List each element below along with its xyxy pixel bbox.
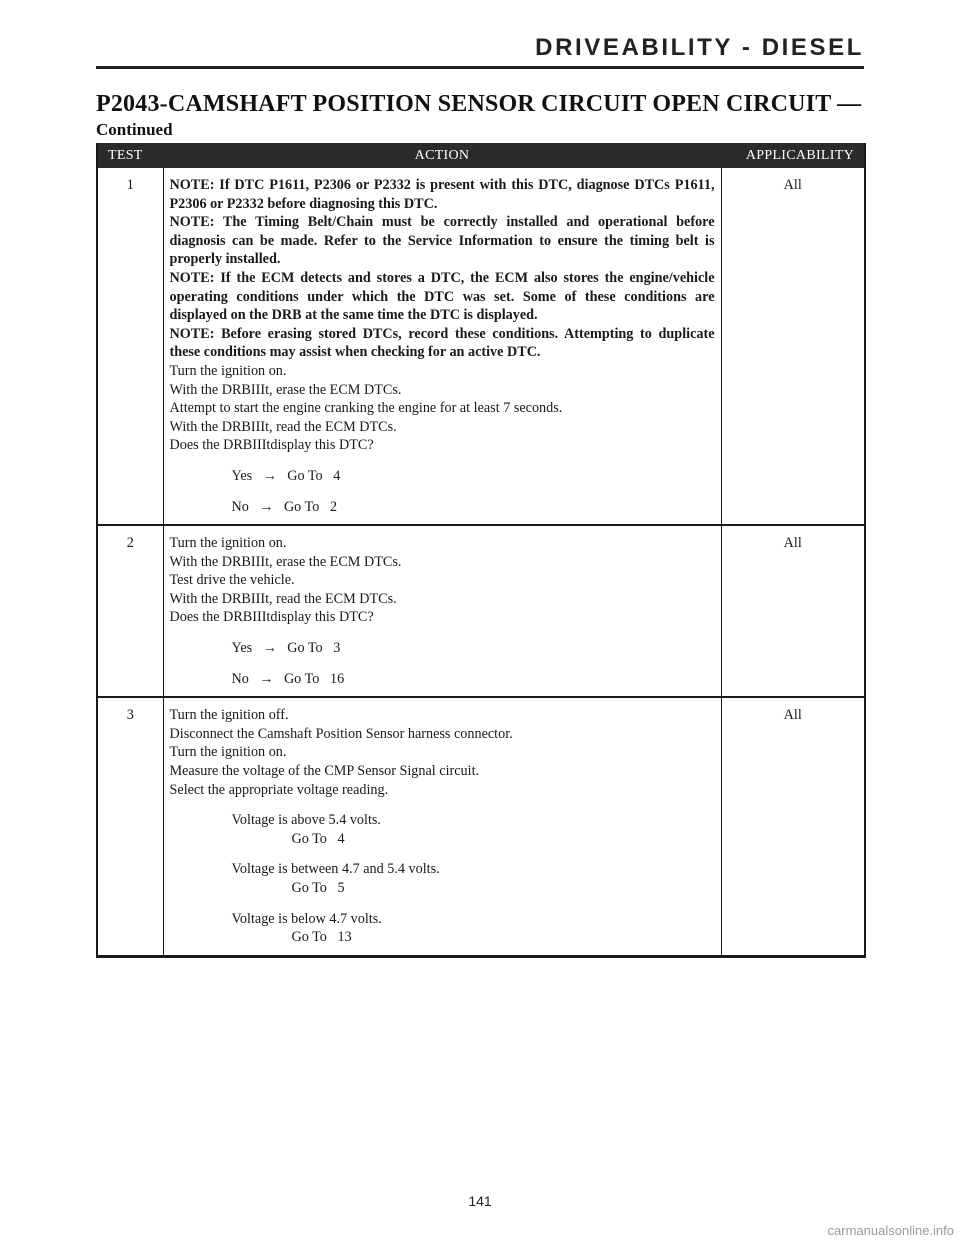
step-text: Attempt to start the engine cranking the engine for at least 7 seconds.: [169, 400, 563, 417]
step-text: Test drive the vehicle.: [169, 572, 295, 589]
table-header-row: [97, 143, 865, 168]
arrow-right-icon: →: [262, 467, 277, 484]
procedure-table: [96, 143, 866, 958]
header-rule: [96, 66, 864, 69]
column-header-action: ACTION: [163, 143, 721, 168]
choice-target: Go To 2: [283, 498, 338, 515]
choice-no: [170, 670, 715, 689]
step-text: Turn the ignition off.: [169, 707, 289, 724]
section-header: DRIVEABILITY - DIESEL: [535, 34, 864, 61]
voltage-target: Go To 13: [291, 929, 352, 946]
page-title: P2043-CAMSHAFT POSITION SENSOR CIRCUIT OPEN CIRCUIT —: [96, 91, 862, 117]
note: NOTE: The Timing Belt/Chain must be correctly installed and operational before diagnosis can be made. Refer to the Service Information to ensure the timing belt is properly installed.: [169, 214, 715, 268]
table-row: [97, 697, 865, 956]
choice-label: No: [231, 670, 249, 687]
applicability-cell: All: [783, 177, 802, 193]
choice-target: Go To 3: [287, 640, 341, 657]
test-number: 3: [97, 697, 163, 956]
step-text: Disconnect the Camshaft Position Sensor harness connector.: [169, 725, 513, 742]
note: NOTE: If DTC P1611, P2306 or P2332 is present with this DTC, diagnose DTCs P1611, P2306 or P2332 before diagnosing this DTC.: [169, 177, 715, 212]
note: NOTE: Before erasing stored DTCs, record these conditions. Attempting to duplicate these conditions may assist when checking for an active DTC.: [169, 325, 715, 361]
note: NOTE: If the ECM detects and stores a DTC, the ECM also stores the engine/vehicle operating conditions under which the DTC was set. Some of these conditions are displayed on the DRB at the same time the DTC is displayed.: [169, 269, 715, 324]
table-row: [97, 168, 865, 525]
table-row: [97, 525, 865, 697]
choice-yes: [170, 639, 715, 658]
applicability-cell: All: [721, 697, 865, 956]
choice-label: Yes: [231, 640, 253, 657]
action-cell: [163, 168, 721, 525]
choice-target: Go To 4: [287, 467, 341, 484]
step-text: Turn the ignition on.: [169, 535, 287, 552]
step-text: With the DRBIIIt, read the ECM DTCs.: [169, 418, 397, 435]
step-text: Turn the ignition on.: [169, 362, 287, 379]
voltage-condition: Voltage is above 5.4 volts.: [231, 812, 381, 829]
choice-no: [170, 498, 715, 517]
applicability-cell: All: [721, 525, 865, 697]
page-subtitle: Continued: [96, 120, 173, 139]
arrow-right-icon: →: [259, 498, 274, 515]
step-text: Does the DRBIIItdisplay this DTC?: [169, 609, 374, 626]
watermark-link[interactable]: carmanualsonline.info: [827, 1223, 954, 1238]
action-cell: [163, 525, 721, 697]
step-text: Turn the ignition on.: [169, 744, 287, 761]
choice-target: Go To 16: [283, 670, 345, 687]
column-header-test: TEST: [97, 143, 163, 168]
voltage-condition: Voltage is below 4.7 volts.: [231, 910, 382, 927]
choice-label: Yes: [231, 467, 253, 484]
arrow-right-icon: →: [262, 640, 277, 657]
voltage-condition: Voltage is between 4.7 and 5.4 volts.: [231, 861, 440, 878]
test-number: 2: [97, 525, 163, 697]
voltage-target: Go To 5: [291, 880, 345, 896]
test-number: 1: [97, 168, 163, 525]
page-number: 141: [468, 1193, 492, 1209]
voltage-target: Go To 4: [291, 830, 345, 847]
voltage-choice: [170, 860, 715, 897]
action-cell: [163, 697, 721, 956]
step-text: Select the appropriate voltage reading.: [169, 781, 389, 798]
choice-label: No: [231, 498, 249, 515]
choice-yes: [170, 467, 715, 486]
step-text: With the DRBIIIt, erase the ECM DTCs.: [169, 553, 402, 570]
voltage-choice: [170, 811, 715, 848]
arrow-right-icon: →: [259, 670, 274, 687]
step-text: With the DRBIIIt, read the ECM DTCs.: [169, 590, 397, 607]
voltage-choice: [170, 910, 715, 947]
step-text: With the DRBIIIt, erase the ECM DTCs.: [169, 381, 402, 398]
step-text: Measure the voltage of the CMP Sensor Signal circuit.: [169, 763, 480, 780]
step-text: Does the DRBIIItdisplay this DTC?: [169, 437, 374, 454]
column-header-applicability: APPLICABILITY: [721, 143, 865, 168]
